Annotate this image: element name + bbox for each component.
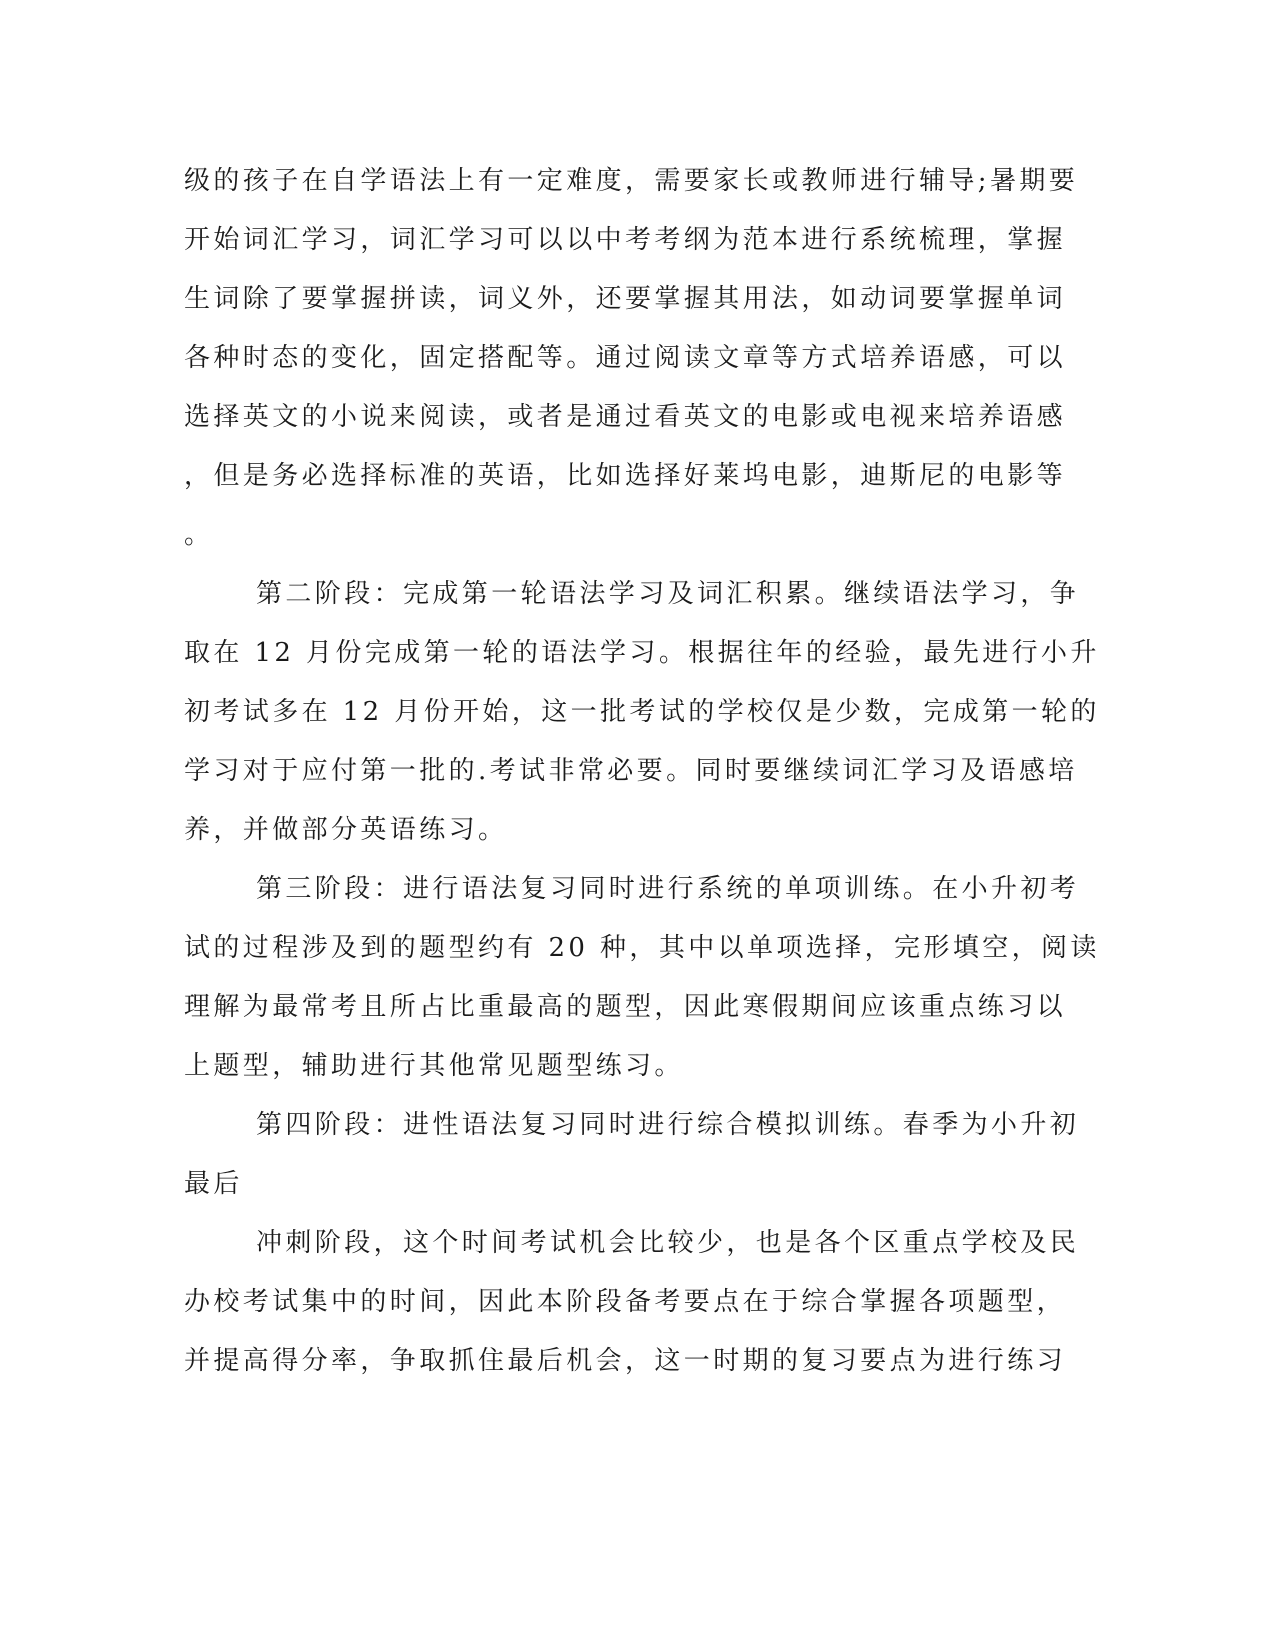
text-line: 级的孩子在自学语法上有一定难度，需要家长或教师进行辅导;暑期要: [184, 166, 1079, 196]
text-line: 养，并做部分英语练习。: [184, 815, 508, 845]
text-line: 理解为最常考且所占比重最高的题型，因此寒假期间应该重点练习以: [184, 992, 1067, 1022]
paragraph-stage-4-first-line: 第四阶段：进性语法复习同时进行综合模拟训练。春季为小升初: [256, 1110, 1080, 1140]
paragraph-sprint-first-line: 冲刺阶段，这个时间考试机会比较少，也是各个区重点学校及民: [256, 1228, 1080, 1258]
text-line: 最后: [184, 1169, 243, 1199]
text-line: 学习对于应付第一批的.考试非常必要。同时要继续词汇学习及语感培: [184, 756, 1078, 786]
text-line: 生词除了要掌握拼读，词义外，还要掌握其用法，如动词要掌握单词: [184, 284, 1067, 314]
text-line: 选择英文的小说来阅读，或者是通过看英文的电影或电视来培养语感: [184, 402, 1067, 432]
text-line: 。: [184, 520, 214, 550]
text-line: 各种时态的变化，固定搭配等。通过阅读文章等方式培养语感，可以: [184, 343, 1067, 373]
paragraph-stage-2-first-line: 第二阶段：完成第一轮语法学习及词汇积累。继续语法学习，争: [256, 579, 1080, 609]
text-line: 初考试多在 12 月份开始，这一批考试的学校仅是少数，完成第一轮的: [184, 697, 1100, 727]
text-line: 上题型，辅助进行其他常见题型练习。: [184, 1051, 684, 1081]
text-line: 试的过程涉及到的题型约有 20 种，其中以单项选择，完形填空，阅读: [184, 933, 1100, 963]
text-line: 取在 12 月份完成第一轮的语法学习。根据往年的经验，最先进行小升: [184, 638, 1100, 668]
text-line: ，但是务必选择标准的英语，比如选择好莱坞电影，迪斯尼的电影等: [184, 461, 1067, 491]
text-line: 开始词汇学习，词汇学习可以以中考考纲为范本进行系统梳理，掌握: [184, 225, 1067, 255]
text-line: 办校考试集中的时间，因此本阶段备考要点在于综合掌握各项题型，: [184, 1287, 1067, 1317]
text-line: 并提高得分率，争取抓住最后机会，这一时期的复习要点为进行练习: [184, 1346, 1067, 1376]
paragraph-stage-3-first-line: 第三阶段：进行语法复习同时进行系统的单项训练。在小升初考: [256, 874, 1080, 904]
